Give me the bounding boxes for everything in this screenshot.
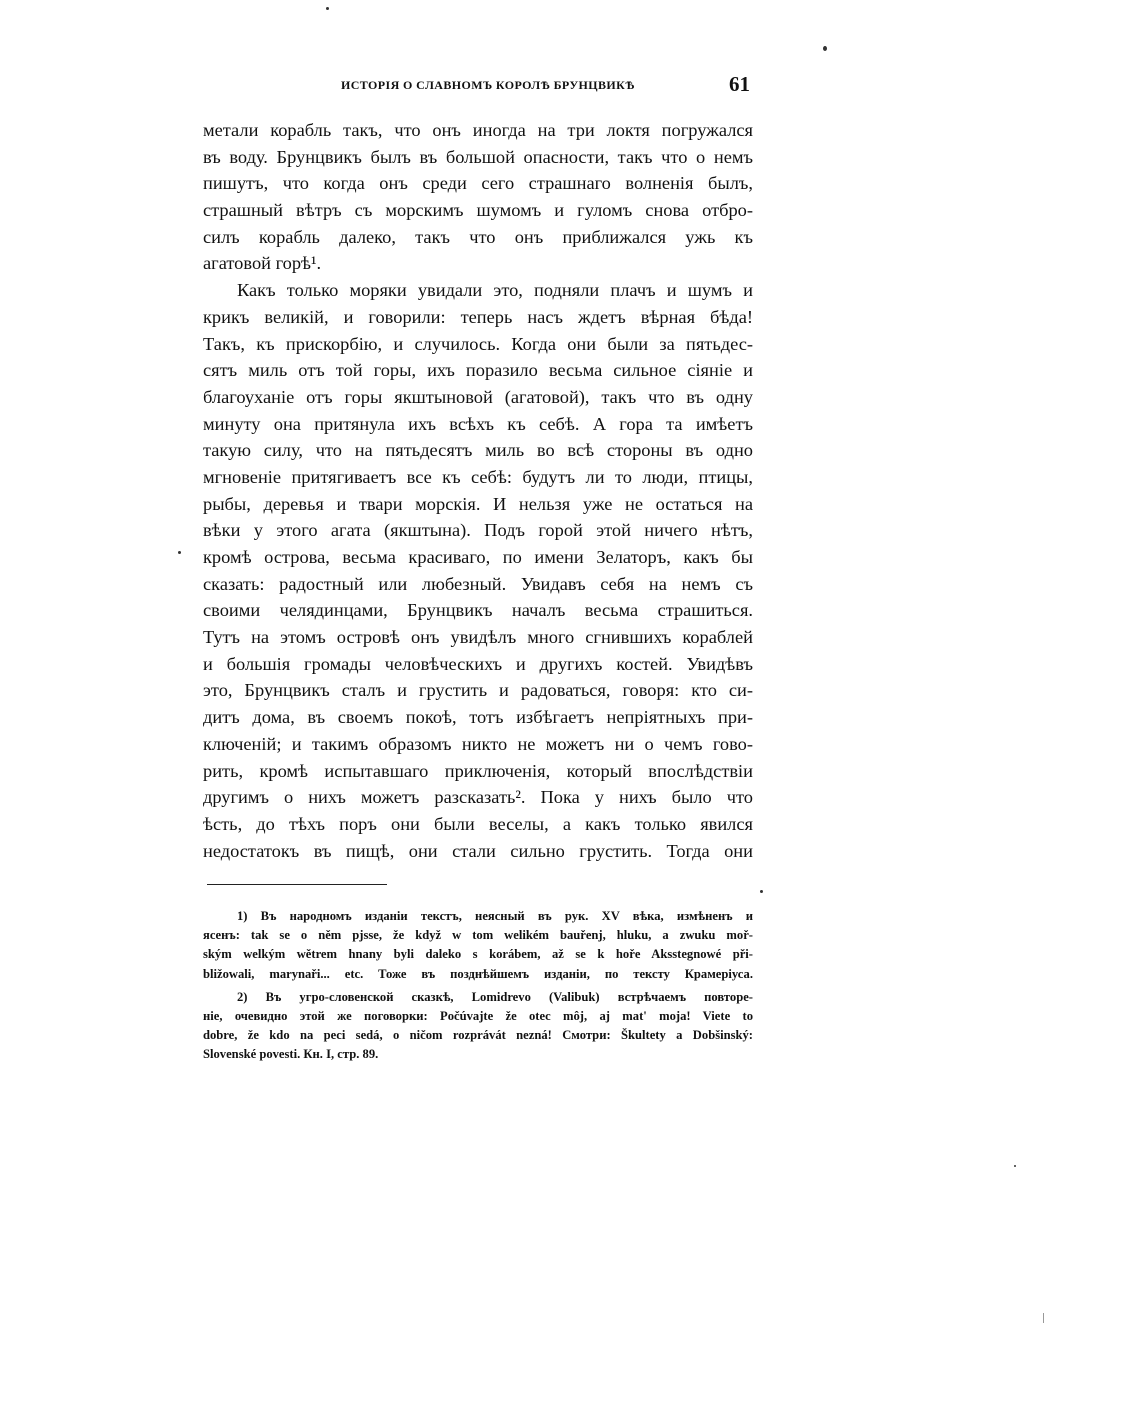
- body-text: [203, 117, 753, 864]
- scan-speck: [823, 46, 827, 51]
- footnote-line: ніе, очевидно этой же поговорки: Počúvajte že otec môj, aj mat' moja! Viete to: [203, 1008, 753, 1023]
- scan-speck: [326, 7, 329, 10]
- footnote-line: bližowali, marynaři... etc. Тоже въ позднѣйшемъ изданіи, по тексту Крамеріуса.: [203, 966, 753, 981]
- text-line: сятъ миль отъ той горы, ихъ поразило весьма сильное сіяніе и: [203, 360, 753, 381]
- page-number: 61: [729, 72, 750, 96]
- paragraph: [203, 117, 753, 277]
- text-line: страшный вѣтръ съ морскимъ шумомъ и гуломъ снова отбро-: [203, 200, 753, 221]
- text-line: дитъ дома, въ своемъ покоѣ, тотъ избѣгаетъ непріятныхъ при-: [203, 707, 753, 728]
- text-line: кромѣ острова, весьма красиваго, по имени Зелаторъ, какъ бы: [203, 547, 753, 567]
- text-line: вѣки у этого агата (якштына). Подъ горой этой ничего нѣтъ,: [203, 520, 753, 541]
- footnote-line: ясенъ: tak se o něm pjsse, že když w tom welikém bauřenj, hluku, a zwuku moř-: [203, 928, 753, 943]
- footnote: [203, 907, 753, 984]
- scan-speck: [760, 890, 763, 893]
- running-title: ИСТОРІЯ О СЛАВНОМЪ КОРОЛѢ БРУНЦВИКѢ: [341, 78, 635, 92]
- text-line: рыбы, деревья и твари морскія. И нельзя уже не остаться на: [203, 493, 753, 514]
- text-line: въ воду. Брунцвикъ былъ въ большой опасности, такъ что о немъ: [203, 146, 753, 167]
- footnote-divider: [207, 884, 387, 885]
- text-line: Какъ только моряки увидали это, подняли плачъ и шумъ и: [237, 280, 753, 301]
- footnote-line: ským welkým wětrem hnany byli daleko s korábem, až se k hoře Aksstegnowé při-: [203, 947, 753, 962]
- text-line: метали корабль такъ, что онъ иногда на три локтя погружался: [203, 120, 753, 140]
- scan-speck: [1014, 1165, 1016, 1167]
- paragraph: [203, 277, 753, 864]
- text-line: крикъ великій, и говорили: теперь насъ ждетъ вѣрная бѣда!: [203, 306, 753, 327]
- text-line: рить, кромѣ испытавшаго приключенія, который впослѣдствіи: [203, 760, 753, 781]
- text-line: ѣсть, до тѣхъ поръ они были веселы, а какъ только явился: [203, 813, 753, 834]
- text-line: такую силу, что на пятьдесятъ миль во всѣ стороны въ одно: [203, 440, 753, 461]
- text-line: пишутъ, что когда онъ среди сего страшнаго волненія былъ,: [203, 173, 753, 194]
- text-line: минуту она притянула ихъ всѣхъ къ себѣ. А гора та имѣетъ: [203, 413, 753, 434]
- text-line: другимъ о нихъ можетъ разсказать². Пока у нихъ было что: [203, 787, 753, 808]
- text-line: ключеній; и такимъ образомъ никто не можетъ ни о чемъ гово-: [203, 733, 753, 754]
- footnote-line: 1) Въ народномъ изданіи текстъ, неясный въ рук. XV вѣка, измѣненъ и: [237, 909, 753, 923]
- footnote-line: dobre, že kdo na peci sedá, o ničom rozprávát nezná! Смотри: Škultety a Dobšinský:: [203, 1028, 753, 1043]
- footnotes: [203, 907, 753, 1065]
- text-line: и большія громады человѣческихъ и другихъ костей. Увидѣвъ: [203, 653, 753, 674]
- text-line: недостатокъ въ пищѣ, они стали сильно грустить. Тогда они: [203, 840, 753, 861]
- text-line: Тутъ на этомъ островѣ онъ увидѣлъ много сгнившихъ кораблей: [203, 627, 753, 648]
- footnote: [203, 988, 753, 1065]
- text-line: сказать: радостный или любезный. Увидавъ себя на немъ съ: [203, 573, 753, 594]
- text-line: силъ корабль далеко, такъ что онъ приближался ужь къ: [203, 226, 753, 247]
- footnote-line: 2) Въ угро-словенской сказкѣ, Lomidrevo (Valibuk) встрѣчаемъ повторе-: [237, 989, 753, 1004]
- text-line: мгновеніе притягиваетъ все къ себѣ: будутъ ли то люди, птицы,: [203, 466, 753, 487]
- text-line: агатовой горѣ¹.: [203, 253, 322, 274]
- text-line: своими челядинцами, Брунцвикъ началъ весьма страшиться.: [203, 600, 753, 621]
- text-line: благоуханіе отъ горы якштыновой (агатовой), такъ что въ одну: [203, 386, 753, 407]
- text-line: Такъ, къ прискорбію, и случилось. Когда они были за пятьдес-: [203, 333, 753, 354]
- scan-speck: [178, 551, 181, 554]
- footnote-line: Slovenské povesti. Кн. I, стр. 89.: [203, 1047, 379, 1062]
- running-head: [203, 72, 753, 100]
- text-line: это, Брунцвикъ сталъ и грустить и радоваться, говоря: кто си-: [203, 680, 753, 701]
- scan-speck: [1043, 1313, 1044, 1323]
